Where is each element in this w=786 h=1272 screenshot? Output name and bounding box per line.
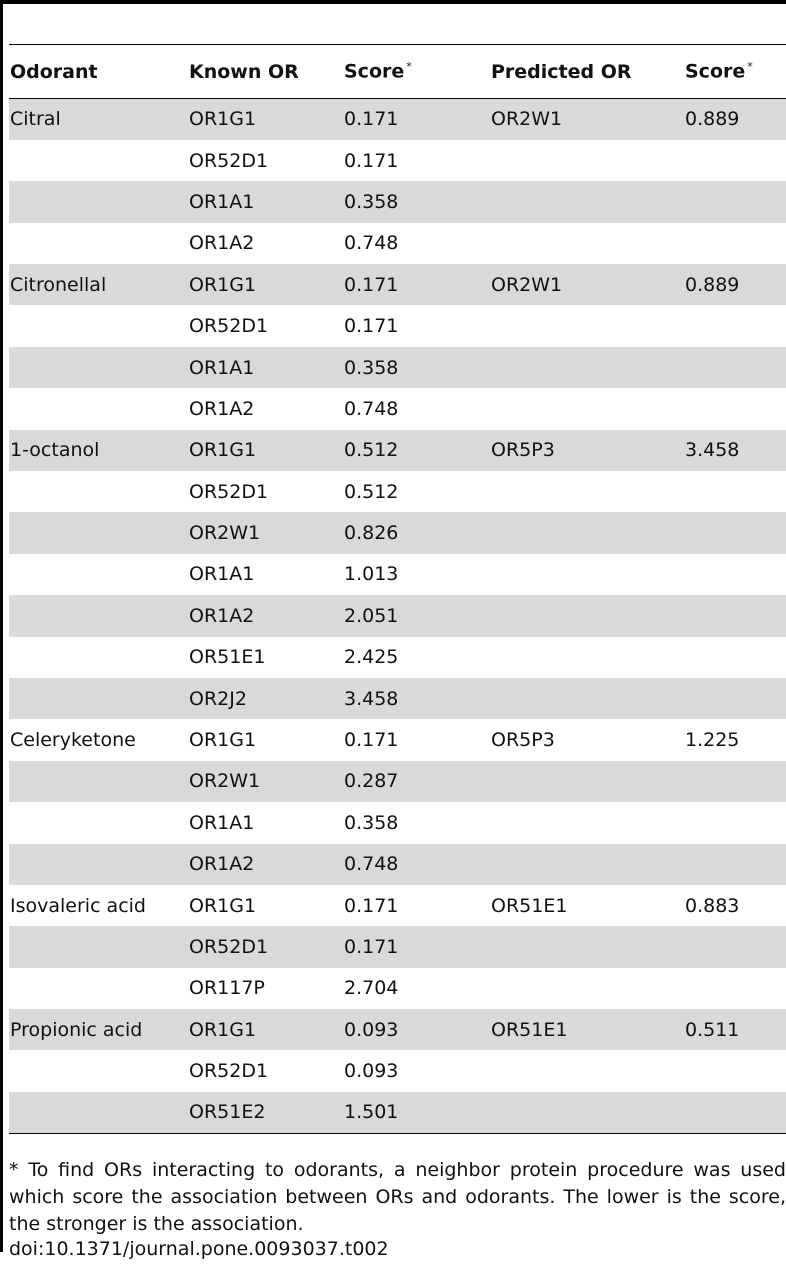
cell-known-or: OR2J2	[189, 687, 247, 710]
header-score	[343, 45, 490, 99]
cell-known-or: OR1G1	[189, 729, 257, 752]
cell-predicted-score	[684, 347, 786, 388]
cell-score: 0.171	[344, 315, 399, 338]
doi-line: doi:10.1371/journal.pone.0093037.t002	[9, 1238, 389, 1260]
cell-score: 0.512	[344, 439, 399, 462]
cell-score: 0.748	[344, 232, 399, 255]
table-row	[9, 223, 786, 264]
cell-predicted-or: OR51E1	[491, 1018, 568, 1041]
cell-known-or: OR1G1	[189, 1018, 257, 1041]
cell-known-or: OR51E1	[189, 646, 266, 669]
cell-predicted-or	[490, 347, 684, 388]
table-row	[9, 554, 786, 595]
cell-odorant	[9, 678, 188, 719]
cell-known-or: OR1A1	[189, 811, 255, 834]
table-row	[9, 388, 786, 429]
cell-odorant	[9, 595, 188, 636]
cell-predicted-score	[684, 968, 786, 1009]
cell-odorant	[9, 802, 188, 843]
cell-predicted-score: 0.889	[685, 108, 740, 131]
cell-predicted-score	[684, 844, 786, 885]
cell-predicted-score: 0.511	[685, 1018, 740, 1041]
cell-predicted-score	[684, 761, 786, 802]
table-container	[9, 44, 786, 1134]
cell-predicted-or	[490, 1092, 684, 1133]
cell-score: 0.358	[344, 356, 399, 379]
cell-odorant	[9, 181, 188, 222]
cell-predicted-score	[684, 223, 786, 264]
cell-odorant	[9, 140, 188, 181]
table-row	[9, 802, 786, 843]
cell-predicted-or	[490, 140, 684, 181]
cell-predicted-or	[490, 471, 684, 512]
cell-known-or: OR1A2	[189, 604, 255, 627]
cell-score: 0.171	[344, 729, 399, 752]
cell-odorant	[9, 347, 188, 388]
cell-known-or: OR1A2	[189, 397, 255, 420]
header-predicted-score	[684, 45, 786, 99]
cell-score: 2.425	[344, 646, 399, 669]
cell-known-or: OR1A1	[189, 190, 255, 213]
cell-score: 2.051	[344, 604, 399, 627]
cell-odorant: 1-octanol	[10, 439, 100, 462]
cell-predicted-or: OR51E1	[491, 894, 568, 917]
cell-known-or: OR1A2	[189, 232, 255, 255]
top-rule	[0, 0, 786, 4]
table-row	[9, 264, 786, 305]
table-row	[9, 844, 786, 885]
cell-predicted-score	[684, 1092, 786, 1133]
table-header-row	[9, 45, 786, 99]
cell-known-or: OR1G1	[189, 108, 257, 131]
cell-predicted-score	[684, 305, 786, 346]
cell-odorant	[9, 761, 188, 802]
cell-known-or: OR1G1	[189, 894, 257, 917]
cell-predicted-or: OR5P3	[491, 439, 555, 462]
table-row	[9, 99, 786, 140]
cell-known-or: OR1A2	[189, 853, 255, 876]
cell-predicted-or	[490, 223, 684, 264]
cell-known-or: OR52D1	[189, 480, 269, 503]
cell-score: 2.704	[344, 977, 399, 1000]
cell-known-or: OR2W1	[189, 770, 261, 793]
cell-odorant	[9, 968, 188, 1009]
table-row	[9, 678, 786, 719]
cell-predicted-score	[684, 140, 786, 181]
table-row	[9, 885, 786, 926]
cell-odorant	[9, 223, 188, 264]
header-predicted-or: Predicted OR	[491, 60, 632, 83]
cell-predicted-score: 1.225	[685, 729, 740, 752]
cell-predicted-score	[684, 637, 786, 678]
cell-known-or: OR52D1	[189, 315, 269, 338]
cell-score: 0.748	[344, 853, 399, 876]
cell-known-or: OR52D1	[189, 1060, 269, 1083]
table-row	[9, 305, 786, 346]
cell-predicted-score	[684, 181, 786, 222]
left-rule	[0, 0, 3, 1252]
cell-predicted-score	[684, 554, 786, 595]
table-row	[9, 637, 786, 678]
cell-predicted-or	[490, 554, 684, 595]
cell-predicted-or	[490, 802, 684, 843]
cell-odorant: Isovaleric acid	[10, 894, 146, 917]
cell-score: 0.171	[344, 149, 399, 172]
cell-known-or: OR1A1	[189, 563, 255, 586]
cell-score: 0.171	[344, 894, 399, 917]
cell-predicted-or: OR5P3	[491, 729, 555, 752]
cell-score: 0.826	[344, 522, 399, 545]
cell-odorant: Propionic acid	[10, 1018, 143, 1041]
cell-predicted-score	[684, 926, 786, 967]
table-row	[9, 595, 786, 636]
cell-predicted-score	[684, 595, 786, 636]
cell-odorant: Citronellal	[10, 273, 107, 296]
cell-score: 1.013	[344, 563, 399, 586]
cell-score: 1.501	[344, 1101, 399, 1124]
cell-score: 3.458	[344, 687, 399, 710]
table-row	[9, 181, 786, 222]
cell-predicted-score	[684, 802, 786, 843]
table-row	[9, 512, 786, 553]
cell-predicted-or	[490, 388, 684, 429]
cell-predicted-or: OR2W1	[491, 108, 563, 131]
table-row	[9, 471, 786, 512]
table-row	[9, 430, 786, 471]
cell-odorant	[9, 1050, 188, 1091]
cell-odorant	[9, 388, 188, 429]
cell-predicted-or	[490, 844, 684, 885]
cell-predicted-score: 0.883	[685, 894, 740, 917]
odorant-or-table	[9, 44, 786, 1134]
table-row	[9, 1092, 786, 1133]
cell-score: 0.171	[344, 273, 399, 296]
cell-score: 0.093	[344, 1018, 399, 1041]
table-row	[9, 347, 786, 388]
table-row	[9, 1009, 786, 1050]
cell-score: 0.512	[344, 480, 399, 503]
header-known-or: Known OR	[189, 60, 299, 83]
cell-known-or: OR1G1	[189, 439, 257, 462]
table-footnote: * To find ORs interacting to odorants, a neighbor protein procedure was used which score the association between ORs and odorants. The lower is the score, the stronger is the association.	[9, 1159, 786, 1235]
cell-known-or: OR52D1	[189, 149, 269, 172]
header-score-label: Score	[344, 60, 405, 83]
cell-odorant	[9, 471, 188, 512]
table-row	[9, 926, 786, 967]
cell-score: 0.287	[344, 770, 399, 793]
cell-predicted-score: 0.889	[685, 273, 740, 296]
cell-predicted-score	[684, 1050, 786, 1091]
cell-predicted-or	[490, 595, 684, 636]
table-row	[9, 968, 786, 1009]
cell-predicted-or	[490, 512, 684, 553]
cell-score: 0.171	[344, 936, 399, 958]
cell-score: 0.093	[344, 1060, 399, 1083]
cell-predicted-or	[490, 968, 684, 1009]
table-row	[9, 761, 786, 802]
cell-predicted-score	[684, 388, 786, 429]
cell-known-or: OR51E2	[189, 1101, 266, 1124]
cell-predicted-or	[490, 761, 684, 802]
table-body	[9, 99, 786, 1134]
header-odorant: Odorant	[10, 60, 98, 83]
cell-known-or: OR1A1	[189, 356, 255, 379]
cell-known-or: OR117P	[189, 977, 265, 1000]
cell-predicted-or	[490, 678, 684, 719]
cell-score: 0.171	[344, 108, 399, 131]
cell-score: 0.358	[344, 811, 399, 834]
cell-predicted-score	[684, 512, 786, 553]
table-row	[9, 1050, 786, 1091]
cell-predicted-or	[490, 1050, 684, 1091]
cell-odorant	[9, 844, 188, 885]
cell-odorant	[9, 305, 188, 346]
cell-predicted-score	[684, 471, 786, 512]
cell-score: 0.748	[344, 397, 399, 420]
cell-known-or: OR1G1	[189, 273, 257, 296]
cell-predicted-score	[684, 678, 786, 719]
cell-known-or: OR2W1	[189, 522, 261, 545]
header-score-footnote-mark: *	[406, 60, 412, 74]
cell-odorant: Celeryketone	[10, 729, 136, 752]
cell-odorant	[9, 554, 188, 595]
cell-known-or: OR52D1	[189, 936, 269, 958]
cell-predicted-or	[490, 926, 684, 967]
header-predicted-score-footnote-mark: *	[747, 60, 753, 74]
cell-predicted-score: 3.458	[685, 439, 740, 462]
cell-score: 0.358	[344, 190, 399, 213]
cell-odorant	[9, 512, 188, 553]
cell-predicted-or: OR2W1	[491, 273, 563, 296]
cell-odorant	[9, 637, 188, 678]
cell-predicted-or	[490, 305, 684, 346]
cell-odorant: Citral	[10, 108, 61, 131]
header-predicted-score-label: Score	[685, 60, 746, 83]
table-row	[9, 719, 786, 760]
cell-odorant	[9, 1092, 188, 1133]
cell-predicted-or	[490, 637, 684, 678]
cell-odorant	[9, 926, 188, 967]
table-row	[9, 140, 786, 181]
cell-predicted-or	[490, 181, 684, 222]
